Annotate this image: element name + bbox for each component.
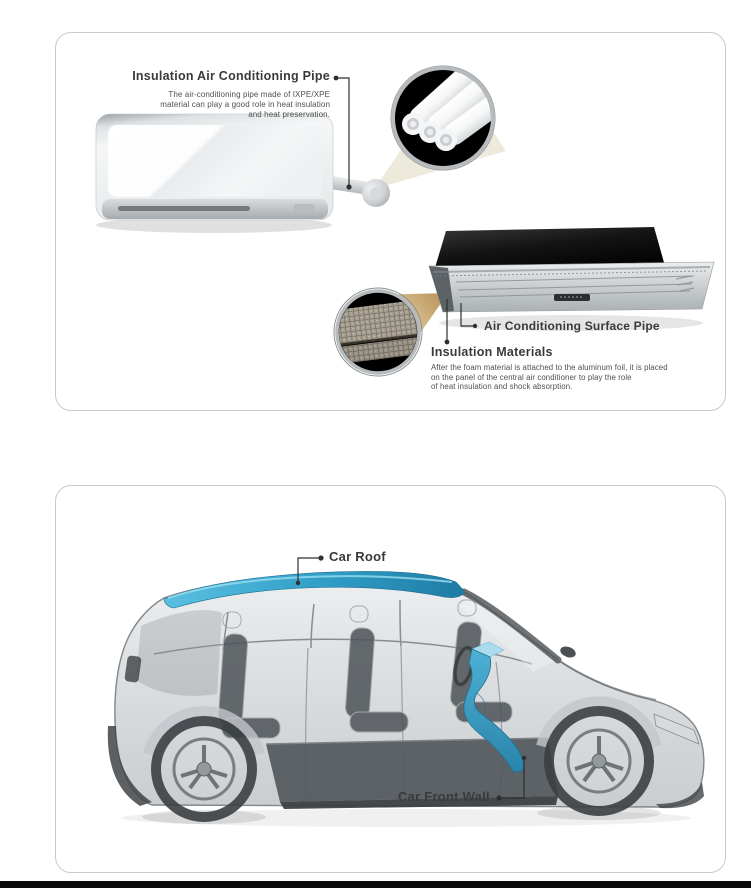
- pipes-magnifier: [391, 61, 519, 170]
- pipe-callout-description: [160, 90, 330, 120]
- insulation-desc-line: of heat insulation and shock absorption.: [431, 382, 573, 392]
- insulation-materials-title: Insulation Materials: [431, 345, 553, 359]
- pipe-desc-line: and heat preservation.: [248, 110, 330, 119]
- page-footer-bar: [0, 881, 751, 888]
- ac-illustration: [56, 33, 725, 410]
- ceiling-ac-unit: [429, 227, 714, 331]
- pipe-desc-line: The air-conditioning pipe made of IXPE/XPE: [168, 90, 330, 99]
- car-roof-label: Car Roof: [329, 549, 386, 564]
- insulation-desc-line: on the panel of the central air conditioner to play the role: [431, 372, 632, 382]
- wall-ac-unit: [96, 114, 390, 233]
- car-front-wall-label: Car Front Wall: [398, 789, 490, 804]
- side-mirror: [559, 645, 577, 660]
- ac-illustration-panel: [55, 32, 726, 411]
- insulation-desc-line: After the foam material is attached to the aluminum foil, it is placed: [431, 363, 668, 372]
- pipe-desc-line: material can play a good role in heat insulation: [160, 100, 330, 109]
- car-illustration: [56, 486, 725, 872]
- surface-pipe-label: Air Conditioning Surface Pipe: [484, 319, 660, 333]
- pipe-callout-title: Insulation Air Conditioning Pipe: [132, 69, 330, 83]
- car-illustration-panel: [55, 485, 726, 873]
- insulation-materials-description: [431, 363, 668, 392]
